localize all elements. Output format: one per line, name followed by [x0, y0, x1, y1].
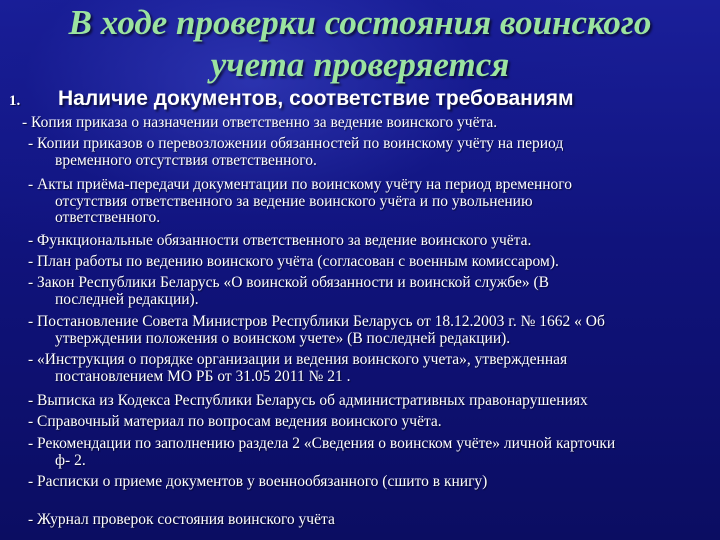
list-item-line: - Постановление Совета Министров Республики Беларусь от 18.12.2003 г. № 1662 « Об [28, 313, 605, 330]
list-item-line: - План работы по ведению воинского учёта (согласован с военным комиссаром). [28, 253, 559, 270]
list-item-line: утверждении положения о воинском учете» (В последней редакции). [55, 329, 511, 347]
list-item-line: - «Инструкция о порядке организации и ведения воинского учета», утвержденная [28, 351, 568, 368]
list-item-line: - Акты приёма-передачи документации по воинскому учёту на период временного [28, 176, 573, 193]
list-item-line: временного отсутствия ответственного. [55, 151, 317, 169]
list-item [28, 436, 720, 469]
list-item-line: последней редакции). [55, 290, 199, 308]
list-item [28, 314, 720, 347]
slide-title [0, 2, 720, 86]
section-heading: Наличие документов, соответствие требованиям [58, 87, 574, 110]
list-item-line: ответственного. [55, 209, 161, 226]
list-item-line: - Расписки о приеме документов у военнообязанного (сшито в книгу) [28, 473, 488, 490]
list-item-line: - Выписка из Кодекса Республики Беларусь об административных правонарушениях [28, 392, 588, 409]
list-item-line: постановлением МО РБ от 31.05 2011 № 21 . [55, 367, 351, 385]
title-line-2: учета проверяется [210, 45, 510, 84]
title-line-1: В ходе проверки состояния воинского [68, 3, 652, 42]
list-item-line: - Копия приказа о назначении ответственно за ведение воинского учёта. [22, 114, 498, 131]
list-item-line: - Функциональные обязанности ответственного за ведение воинского учёта. [28, 232, 532, 249]
list-item [22, 115, 720, 132]
section-number: 1. [9, 93, 21, 109]
list-item-line: - Журнал проверок состояния воинского учёта [28, 511, 335, 528]
list-item-line: ф- 2. [55, 451, 86, 469]
list-item [28, 275, 720, 308]
section-heading-row [0, 87, 720, 117]
list-item [28, 474, 720, 491]
list-item-line: - Закон Республики Беларусь «О воинской обязанности и воинской службе» (В [28, 274, 549, 291]
list-item [28, 233, 720, 250]
list-item [28, 177, 720, 227]
list-item-line: - Рекомендации по заполнению раздела 2 «Сведения о воинском учёте» личной карточки [28, 435, 616, 452]
list-item [28, 512, 720, 529]
list-item [28, 352, 720, 385]
list-item [28, 414, 720, 431]
list-item-line: - Копии приказов о перевозложении обязанностей по воинскому учёту на период [28, 135, 564, 152]
list-item-line: - Справочный материал по вопросам ведения воинского учёта. [28, 413, 442, 430]
list-item [28, 393, 720, 410]
list-item-line: отсутствия ответственного за ведение воинского учёта и по увольнению [55, 192, 533, 210]
list-item [28, 254, 720, 271]
list-item [28, 136, 720, 169]
